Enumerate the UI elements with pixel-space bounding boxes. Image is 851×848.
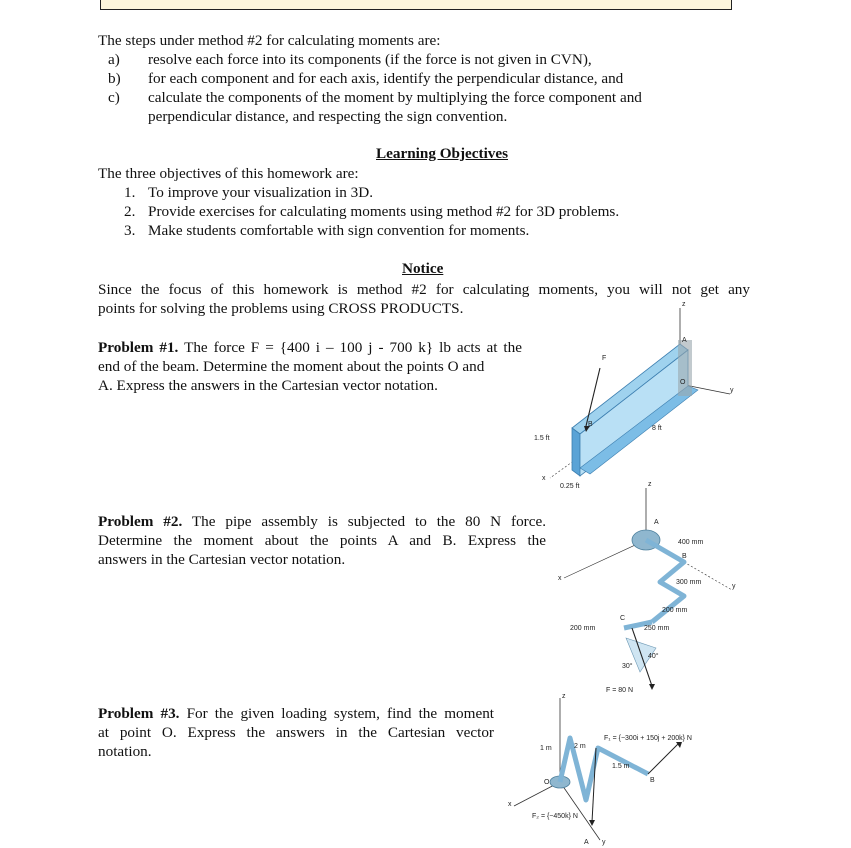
p2-x-axis: [564, 540, 646, 578]
p2-A-label: A: [654, 519, 659, 526]
objective-1-text: To improve your visualization in 3D.: [148, 184, 374, 201]
p1-O-label: O: [680, 379, 686, 386]
step-c-continuation: perpendicular distance, and respecting the sign convention.: [148, 108, 508, 125]
p1-B-label: B: [588, 421, 593, 428]
p2-force-label: F = 80 N: [606, 687, 634, 694]
problem3-figure: [500, 690, 750, 848]
objective-2-marker: 2.: [124, 203, 136, 220]
step-c-text: calculate the components of the moment by multiplying the force component and: [148, 89, 642, 106]
notice-title: Notice: [402, 260, 444, 277]
p1-beam-end-flange: [572, 428, 580, 476]
problem2-statement-1: The pipe assembly is subjected to the 80 N force.: [191, 513, 547, 530]
p2-angle-2: 30°: [622, 663, 633, 670]
p1-z-label: z: [682, 301, 686, 308]
problem3-label: Problem #3.: [98, 705, 180, 722]
p2-dim-5: 200 mm: [570, 625, 596, 632]
p1-wall: [678, 340, 692, 396]
p3-O-label: O: [544, 779, 550, 786]
intro-lead: The steps under method #2 for calculating moments are:: [98, 32, 441, 49]
problem2-figure: [556, 478, 746, 698]
problem1-label: Problem #1.: [98, 339, 179, 356]
p1-dim-3: 8 ft: [652, 425, 662, 432]
problem3-statement-1: For the given loading system, find the moment: [186, 705, 495, 722]
p3-dim-3: 1.5 m: [612, 763, 630, 770]
problem1-line-1: [98, 338, 522, 357]
objective-1-marker: 1.: [124, 184, 136, 201]
header-box: [100, 0, 732, 10]
p3-A-label: A: [584, 839, 589, 846]
p2-dim-3: 200 mm: [662, 607, 688, 614]
objective-2-text: Provide exercises for calculating moments using method #2 for 3D problems.: [148, 203, 620, 220]
p3-B-label: B: [650, 777, 655, 784]
objectives-title: Learning Objectives: [376, 145, 509, 162]
notice-line-2: points for solving the problems using CROSS PRODUCTS.: [98, 300, 464, 317]
p3-dim-2: 2 m: [574, 743, 586, 750]
p3-dim-1: 1 m: [540, 745, 552, 752]
p2-dim-2: 300 mm: [676, 579, 702, 586]
p1-y-label: y: [730, 387, 734, 394]
problem2-label: Problem #2.: [98, 513, 183, 530]
objectives-lead: The three objectives of this homework are:: [98, 165, 359, 182]
p3-F2-label: F₂ = {−450k} N: [532, 813, 578, 820]
p3-F1-label: F₁ = {−300i + 150j + 200k} N: [604, 735, 692, 742]
p2-dim-1: 400 mm: [678, 539, 704, 546]
p3-F1-arrow: [648, 744, 678, 774]
problem3-line-2: at point O. Express the answers in the Cartesian vector: [98, 724, 494, 741]
objective-3-marker: 3.: [124, 222, 136, 239]
step-c-marker: c): [108, 89, 120, 106]
p1-F-label: F: [602, 355, 607, 362]
problem2-line-3: answers in the Cartesian vector notation.: [98, 551, 346, 568]
problem1-figure: [530, 298, 750, 498]
p1-dim-1: 1.5 ft: [534, 435, 550, 442]
step-a-marker: a): [108, 51, 120, 68]
objective-3-text: Make students comfortable with sign convention for moments.: [148, 222, 530, 239]
problem3-line-3: notation.: [98, 743, 152, 760]
step-b-text: for each component and for each axis, identify the perpendicular distance, and: [148, 70, 624, 87]
p2-angle-1: 40°: [648, 653, 659, 660]
p1-A-label: A: [682, 337, 687, 344]
problem2-line-2: Determine the moment about the points A and B. Express the: [98, 532, 546, 549]
p1-x-label: x: [542, 475, 546, 482]
problem1-statement-1: The force F = {400 i – 100 j - 700 k} lb acts at the: [184, 339, 522, 356]
notice-line-1: Since the focus of this homework is method #2 for calculating moments, you will not get any: [98, 281, 750, 298]
p2-z-label: z: [648, 481, 652, 488]
problem1-line-3: A. Express the answers in the Cartesian vector notation.: [98, 377, 438, 394]
p2-dim-4: 250 mm: [644, 625, 670, 632]
p2-B-label: B: [682, 553, 687, 560]
p2-C-label: C: [620, 615, 626, 622]
p1-dim-2: 0.25 ft: [560, 483, 580, 490]
step-a-text: resolve each force into its components (if the force is not given in CVN),: [148, 51, 592, 68]
problem1-line-2: end of the beam. Determine the moment about the points O and: [98, 358, 485, 375]
problem2-line-1: [98, 512, 546, 531]
p3-y-label: y: [602, 839, 606, 846]
p3-x-label: x: [508, 801, 512, 808]
step-b-marker: b): [108, 70, 121, 87]
p3-z-label: z: [562, 693, 566, 700]
p2-y-label: y: [732, 583, 736, 590]
problem3-line-1: [98, 704, 494, 723]
p2-x-label: x: [558, 575, 562, 582]
